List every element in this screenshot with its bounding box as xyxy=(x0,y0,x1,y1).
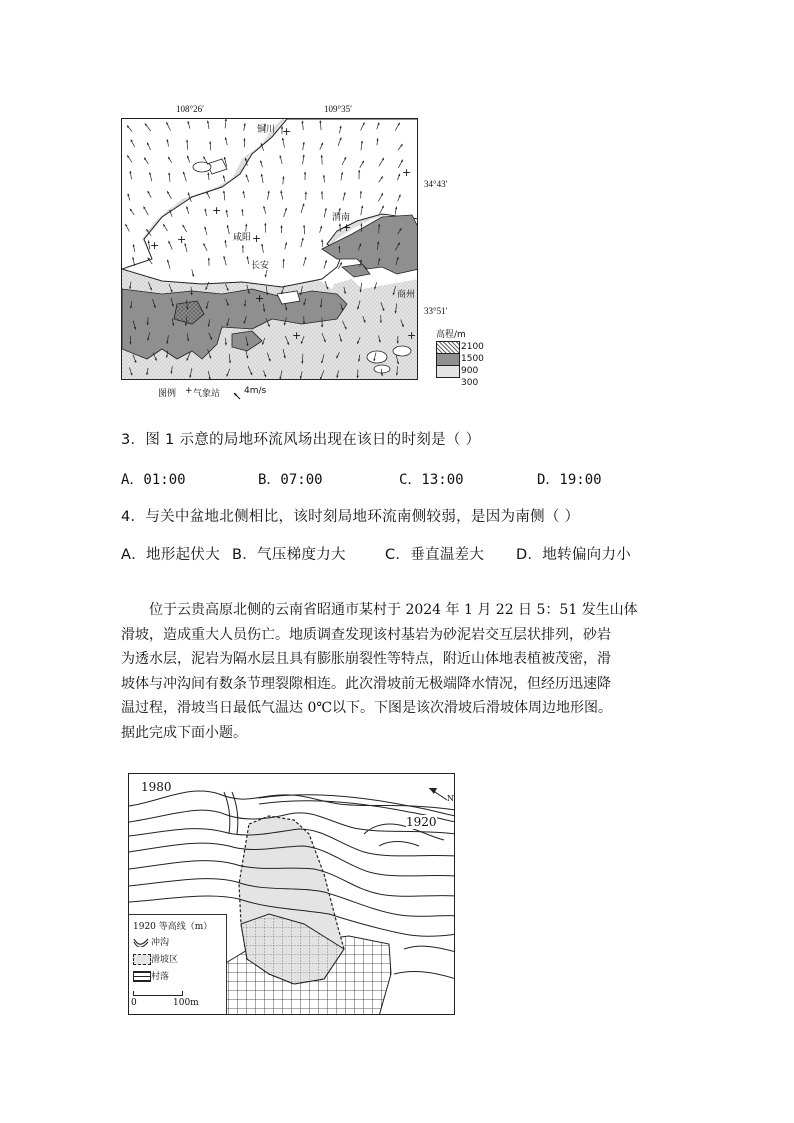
legend-level-300: 300 xyxy=(461,378,479,388)
city-shangzhou: 商州 xyxy=(397,290,416,300)
svg-text:+: + xyxy=(282,125,292,138)
wind-arrow-icon xyxy=(232,386,242,405)
wind-arrow-head xyxy=(243,138,245,140)
question3-option-b[interactable]: B．07:00 xyxy=(258,472,323,488)
legend-level-1500: 1500 xyxy=(461,354,484,364)
question4-option-d[interactable]: D．地转偏向力小 xyxy=(516,547,632,563)
legend-level-2100: 2100 xyxy=(461,342,484,352)
city-xianyang: 咸阳 xyxy=(233,233,252,243)
wind-arrow-head xyxy=(244,123,246,126)
question4-stem: 4．与关中盆地北侧相比，该时刻局地环流南侧较弱，是因为南侧（ ） xyxy=(121,509,580,525)
figure2-legend xyxy=(129,914,227,1015)
passage-line: 坡体与冲沟间有数条节理裂隙相连。此次滑坡前无极端降水情况，但经历迅速降 xyxy=(121,675,611,692)
city-weinan: 渭南 xyxy=(332,213,351,223)
legend-swatch-900 xyxy=(436,365,460,378)
svg-text:+: + xyxy=(252,232,262,245)
landslide-swatch-icon xyxy=(133,954,151,965)
passage-line: 为透水层，泥岩为隔水层且具有膨胀崩裂性等特点，附近山体地表植被茂密，滑 xyxy=(121,651,611,667)
svg-text:+: + xyxy=(177,233,187,246)
contour-label-1920: 1920 xyxy=(406,815,437,829)
wind-scale-label: 4m/s xyxy=(244,386,267,396)
passage-line: 温过程，滑坡当日最低气温达 0℃以下。下图是该次滑坡后滑坡体周边地形图。 xyxy=(121,700,613,716)
latitude-label-top: 34°43′ xyxy=(424,179,448,189)
wind-arrow-head xyxy=(207,173,209,175)
question4-option-c[interactable]: C．垂直温差大 xyxy=(385,547,485,563)
scale-bar xyxy=(133,991,183,996)
station-label: 气象站 xyxy=(193,389,221,399)
question3-option-d[interactable]: D．19:00 xyxy=(537,472,602,488)
city-changan: 长安 xyxy=(251,261,270,271)
legend-village-label: 村落 xyxy=(151,972,170,982)
scale-start-label: 0 xyxy=(131,998,137,1008)
city-tongchuan: 铜川 xyxy=(257,125,276,135)
north-label: N xyxy=(447,794,454,803)
elevation-legend-title: 高程/m xyxy=(436,330,466,340)
figure1-wind-map xyxy=(121,118,418,380)
passage-line: 滑坡，造成重大人员伤亡。地质调查发现该村基岩为砂泥岩交互层状排列，砂岩 xyxy=(121,626,611,643)
legend-landslide-label: 滑坡区 xyxy=(151,955,179,965)
question4-option-a[interactable]: A．地形起伏大 xyxy=(121,547,221,563)
scale-end-label: 100m xyxy=(173,998,199,1008)
legend-gully-label: 冲沟 xyxy=(151,938,170,948)
north-arrow xyxy=(429,788,447,800)
legend-level-900: 900 xyxy=(461,366,479,376)
question4-option-b[interactable]: B．气压梯度力大 xyxy=(232,547,346,563)
figure2-landslide-map xyxy=(128,773,455,1015)
wind-arrow-head xyxy=(209,141,211,143)
passage-line: 位于云贵高原北侧的云南省昭通市某村于 2024 年 1 月 22 日 5：51 发生山体 xyxy=(149,602,638,618)
question3-option-c[interactable]: C．13:00 xyxy=(399,472,464,488)
figure1-legend-label: 图例 xyxy=(158,389,177,399)
svg-text:+: + xyxy=(150,239,160,252)
contour-label-1980: 1980 xyxy=(141,780,172,794)
svg-text:+: + xyxy=(292,329,302,342)
question3-option-a[interactable]: A．01:00 xyxy=(121,472,186,488)
legend-contour-label: 1920 等高线（m） xyxy=(133,922,213,932)
wind-map-svg xyxy=(122,119,418,380)
question3-stem: 3．图 1 示意的局地环流风场出现在该日的时刻是（ ） xyxy=(121,432,481,448)
station-icon: + xyxy=(185,386,193,396)
svg-text:+: + xyxy=(342,221,352,234)
svg-text:+: + xyxy=(407,329,417,342)
svg-text:+: + xyxy=(212,204,222,217)
passage xyxy=(121,598,709,745)
wind-arrow-head xyxy=(225,119,227,121)
gully-icon xyxy=(133,937,149,947)
wind-arrow-head xyxy=(186,140,188,142)
svg-text:+: + xyxy=(255,292,265,305)
village-swatch-icon xyxy=(133,971,151,982)
longitude-label-left: 108°26′ xyxy=(176,104,205,114)
latitude-label-bottom: 33°51′ xyxy=(424,306,448,316)
svg-text:+: + xyxy=(402,166,412,179)
passage-line: 据此完成下面小题。 xyxy=(121,724,247,741)
longitude-label-right: 109°35′ xyxy=(324,104,353,114)
